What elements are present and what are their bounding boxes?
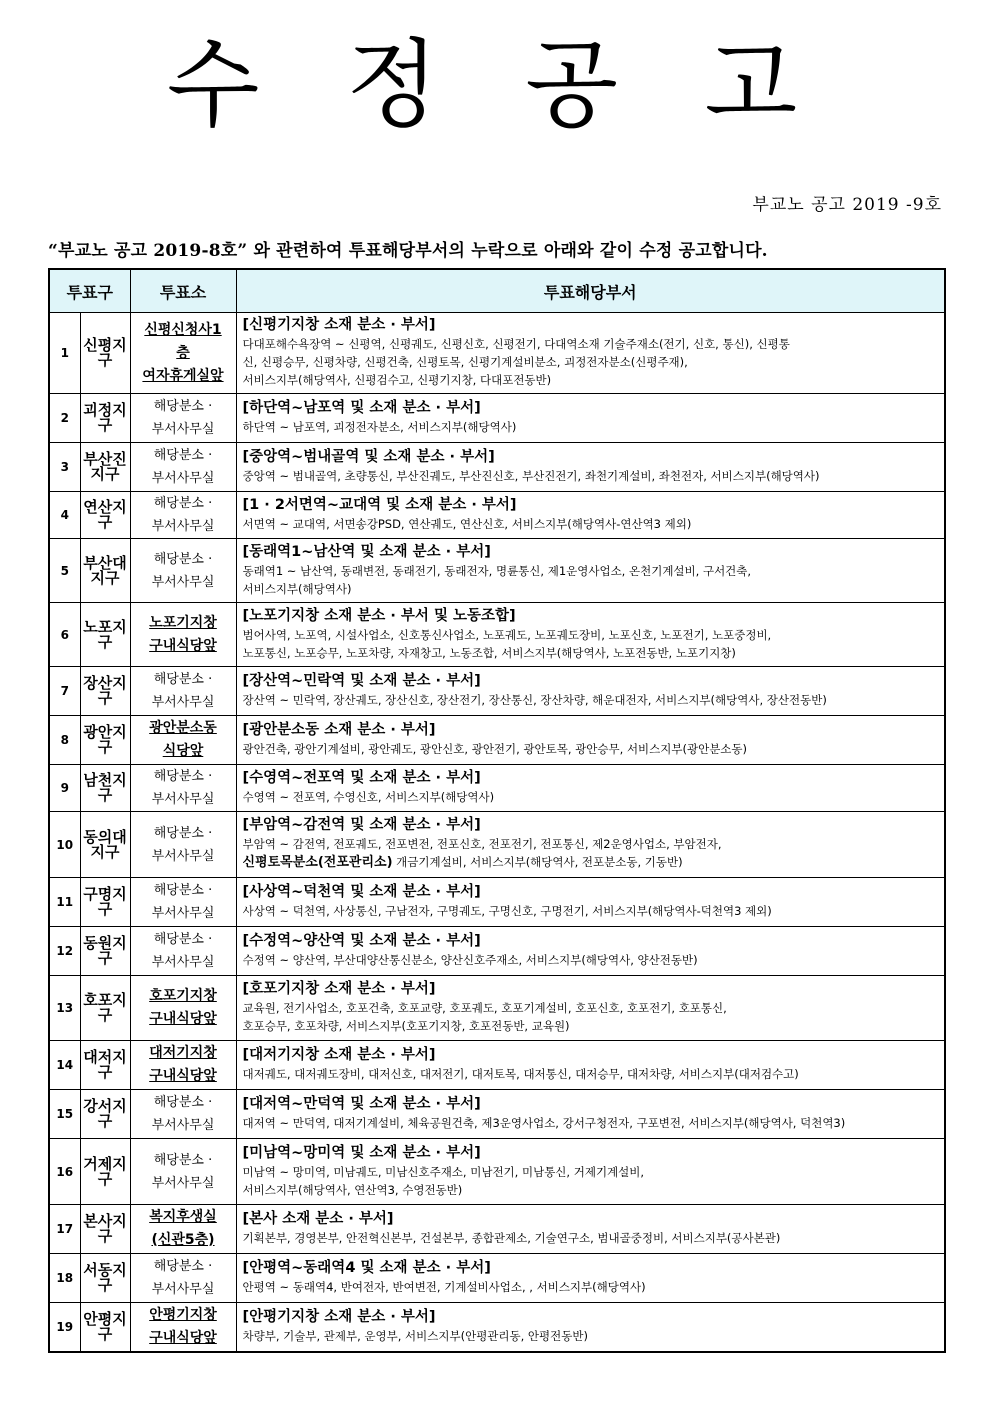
location-line: 안평기지창: [149, 1306, 217, 1323]
department-cell: [236, 1303, 945, 1352]
polling-location: [130, 492, 236, 539]
department-cell: [236, 443, 945, 492]
table-row: [49, 1139, 945, 1205]
department-line: 차량부, 기술부, 관제부, 운영부, 서비스지부(안평관리동, 안평전동반): [242, 1328, 588, 1343]
notice-title: 수 정 공 고: [166, 29, 826, 141]
table-row: [49, 394, 945, 443]
department-line: 수정역 ~ 양산역, 부산대양산통신분소, 양산신호주재소, 서비스지부(해당역사, 양산전동반): [242, 953, 698, 967]
department-line: 신, 신평승무, 신평차량, 신평건축, 신평토목, 신평기계설비분소, 괴정전자분소(신평주재),: [242, 355, 688, 369]
district-name: 호포지구: [80, 976, 130, 1041]
department-line: 대저역 ~ 만덕역, 대저기계설비, 체육공원건축, 제3운영사업소, 강서구청전자, 구포변전, 서비스지부(해당역사, 덕천역3): [242, 1116, 846, 1130]
polling-location: [130, 1205, 236, 1254]
table-row: [49, 812, 945, 878]
location-line: 해당분소 ·: [153, 825, 213, 841]
department-cell: [236, 765, 945, 812]
department-line: 중앙역 ~ 범내골역, 초량통신, 부산진궤도, 부산진신호, 부산진전기, 좌천기계설비, 좌천전자, 서비스지부(해당역사): [242, 469, 820, 483]
location-line: 부서사무실: [151, 1118, 215, 1133]
table-row: [49, 716, 945, 765]
department-cell: [236, 716, 945, 765]
department-line: 서비스지부(해당역사): [242, 581, 352, 596]
location-line: 해당분소 ·: [153, 448, 213, 463]
department-cell: [236, 313, 945, 394]
table-header-row: [49, 269, 945, 313]
district-name: 장산지구: [80, 667, 130, 716]
header-district: 투표구: [49, 269, 130, 313]
department-cell: [236, 394, 945, 443]
table-row: [49, 1254, 945, 1303]
location-line: 부서사무실: [151, 574, 215, 590]
department-heading: [신평기지창 소재 분소 · 부서]: [242, 317, 436, 333]
department-heading: [호포기지창 소재 분소 · 부서]: [242, 981, 436, 997]
location-line: 구내식당앞: [149, 1011, 217, 1027]
polling-location: [130, 313, 236, 394]
district-name: 괴정지구: [80, 394, 130, 443]
row-number: 4: [49, 492, 80, 539]
location-line: 부서사무실: [151, 695, 215, 710]
table-row: [49, 878, 945, 927]
location-line: 복지후생실: [149, 1209, 217, 1225]
department-line: 교육원, 전기사업소, 호포건축, 호포교량, 호포궤도, 호포기계설비, 호포신호, 호포전기, 호포통신,: [242, 1001, 727, 1015]
department-line-rest: 개금기계설비, 서비스지부(해당역사, 전포분소동, 기동반): [392, 855, 683, 869]
department-heading: [장산역~민락역 및 소재 분소 · 부서]: [242, 673, 481, 689]
district-name: 부산진지구: [80, 443, 130, 492]
location-line: 해당분소 ·: [153, 1259, 213, 1274]
polling-location: [130, 812, 236, 878]
location-line: 부서사무실: [151, 848, 215, 864]
polling-location: [130, 1139, 236, 1205]
polling-location: [130, 716, 236, 765]
department-line: 다대포해수욕장역 ~ 신평역, 신평궤도, 신평신호, 신평전기, 다대역소재 기술주재소(전기, 신호, 통신), 신평통: [242, 337, 790, 351]
table-row: [49, 603, 945, 667]
polling-location: [130, 1303, 236, 1352]
department-heading: [수영역~전포역 및 소재 분소 · 부서]: [242, 770, 481, 786]
table-row: [49, 976, 945, 1041]
department-line: 동래역1 ~ 남산역, 동래변전, 동래전기, 동래전자, 명륜통신, 제1운영사업소, 온천기계설비, 구서건축,: [242, 563, 752, 578]
department-heading: [동래역1~남산역 및 소재 분소 · 부서]: [242, 543, 491, 560]
location-line: 해당분소 ·: [153, 932, 213, 947]
department-line: 서면역 ~ 교대역, 서면송강PSD, 연산궤도, 연산신호, 서비스지부(해당역사-연산역3 제외): [242, 517, 692, 531]
department-cell: [236, 603, 945, 667]
table-row: [49, 667, 945, 716]
location-line: 부서사무실: [151, 471, 215, 486]
voting-table: [48, 268, 946, 1353]
row-number: 12: [49, 927, 80, 976]
row-number: 2: [49, 394, 80, 443]
department-line: 대저궤도, 대저궤도장비, 대저신호, 대저전기, 대저토목, 대저통신, 대저승무, 대저차량, 서비스지부(대저검수고): [242, 1067, 799, 1081]
location-line: 구내식당앞: [149, 1329, 217, 1346]
header-departments: 투표해당부서: [236, 269, 945, 313]
document-number: 부교노 공고 2019 -9호: [752, 195, 942, 215]
table-row: [49, 1090, 945, 1139]
district-name: 구명지구: [80, 878, 130, 927]
table-row: [49, 1205, 945, 1254]
row-number: 10: [49, 812, 80, 878]
department-line: 광안건축, 광안기계설비, 광안궤도, 광안신호, 광안전기, 광안토목, 광안승무, 서비스지부(광안분소동): [242, 742, 748, 756]
polling-location: [130, 394, 236, 443]
polling-location: [130, 1090, 236, 1139]
department-heading: [대저기지창 소재 분소 · 부서]: [242, 1047, 436, 1063]
department-line: 수영역 ~ 전포역, 수영신호, 서비스지부(해당역사): [242, 790, 495, 804]
table-row: [49, 539, 945, 603]
table-row: [49, 1303, 945, 1352]
row-number: 1: [49, 313, 80, 394]
table-row: [49, 492, 945, 539]
department-line: 안평역 ~ 동래역4, 반여전자, 반여변전, 기계설비사업소, , 서비스지부(해당역사): [242, 1280, 646, 1294]
department-cell: [236, 1041, 945, 1090]
department-cell: [236, 812, 945, 878]
location-line: 여자휴게실앞: [142, 367, 224, 384]
location-line: 부서사무실: [151, 1175, 215, 1191]
district-name: 부산대지구: [80, 539, 130, 603]
department-heading: [안평기지창 소재 분소 · 부서]: [242, 1308, 436, 1325]
department-heading: [미남역~망미역 및 소재 분소 · 부서]: [242, 1144, 481, 1161]
department-cell: [236, 667, 945, 716]
row-number: 9: [49, 765, 80, 812]
polling-location: [130, 927, 236, 976]
department-heading: [안평역~동래역4 및 소재 분소 · 부서]: [242, 1260, 491, 1276]
department-cell: [236, 1254, 945, 1303]
location-line: 구내식당앞: [149, 1068, 217, 1084]
district-name: 서동지구: [80, 1254, 130, 1303]
row-number: 5: [49, 539, 80, 603]
department-cell: [236, 539, 945, 603]
location-line: 부서사무실: [151, 1282, 215, 1297]
table-row: [49, 1041, 945, 1090]
location-line: 부서사무실: [151, 519, 215, 534]
location-line: 식당앞: [162, 743, 204, 759]
row-number: 18: [49, 1254, 80, 1303]
district-name: 대저지구: [80, 1041, 130, 1090]
department-line: 사상역 ~ 덕천역, 사상통신, 구남전자, 구명궤도, 구명신호, 구명전기, 서비스지부(해당역사-덕천역3 제외): [242, 904, 772, 918]
location-line: 해당분소 ·: [153, 769, 213, 784]
polling-location: [130, 878, 236, 927]
department-line: 하단역 ~ 남포역, 괴정전자분소, 서비스지부(해당역사): [242, 420, 517, 434]
row-number: 19: [49, 1303, 80, 1352]
district-name: 노포지구: [80, 603, 130, 667]
location-line: 해당분소 ·: [153, 1152, 213, 1168]
district-name: 신평지구: [80, 313, 130, 394]
location-line: 호포기지창: [149, 988, 217, 1004]
polling-location: [130, 443, 236, 492]
location-line: 부서사무실: [151, 792, 215, 807]
table-row: [49, 927, 945, 976]
location-line: 해당분소 ·: [153, 1095, 213, 1110]
location-line: 부서사무실: [151, 955, 215, 970]
row-number: 6: [49, 603, 80, 667]
department-cell: [236, 1139, 945, 1205]
department-line: 서비스지부(해당역사, 신평검수고, 신평기지창, 다대포전동반): [242, 373, 552, 387]
location-line: 해당분소 ·: [153, 399, 213, 414]
location-line: 해당분소 ·: [153, 883, 213, 898]
department-heading: [대저역~만덕역 및 소재 분소 · 부서]: [242, 1096, 481, 1112]
row-number: 3: [49, 443, 80, 492]
polling-location: [130, 539, 236, 603]
district-name: 안평지구: [80, 1303, 130, 1352]
table-row: [49, 443, 945, 492]
row-number: 7: [49, 667, 80, 716]
location-line: 광안분소동: [149, 720, 217, 736]
department-heading: [하단역~남포역 및 소재 분소 · 부서]: [242, 400, 481, 416]
department-cell: [236, 1205, 945, 1254]
location-line: 부서사무실: [151, 906, 215, 921]
row-number: 15: [49, 1090, 80, 1139]
row-number: 14: [49, 1041, 80, 1090]
department-heading: [광안분소동 소재 분소 · 부서]: [242, 722, 436, 738]
polling-location: [130, 765, 236, 812]
polling-location: [130, 667, 236, 716]
location-line: 구내식당앞: [149, 637, 217, 654]
department-cell: [236, 976, 945, 1041]
location-line: 노포기지창: [149, 614, 217, 631]
department-line: 기획본부, 경영본부, 안전혁신본부, 건설본부, 종합관제소, 기술연구소, 범내골중정비, 서비스지부(공사본관): [242, 1231, 781, 1245]
row-number: 11: [49, 878, 80, 927]
row-number: 8: [49, 716, 80, 765]
location-line: 층: [176, 344, 190, 361]
intro-sentence: “부교노 공고 2019-8호” 와 관련하여 투표해당부서의 누락으로 아래와 같이 수정 공고합니다.: [48, 241, 768, 261]
header-location: 투표소: [130, 269, 236, 313]
polling-location: [130, 1041, 236, 1090]
district-name: 거제지구: [80, 1139, 130, 1205]
department-line: 부암역 ~ 감전역, 전포궤도, 전포변전, 전포신호, 전포전기, 전포통신, 제2운영사업소, 부암전자,: [242, 837, 722, 851]
department-line: 미남역 ~ 망미역, 미남궤도, 미남신호주재소, 미남전기, 미남통신, 거제기계설비,: [242, 1164, 645, 1179]
department-heading: [사상역~덕천역 및 소재 분소 · 부서]: [242, 884, 481, 900]
department-line: [243, 853, 939, 872]
location-line: 해당분소 ·: [153, 672, 213, 687]
department-cell: [236, 878, 945, 927]
table-row: [49, 313, 945, 394]
location-line: 대저기지창: [149, 1045, 217, 1061]
location-line: 해당분소 ·: [153, 496, 213, 511]
department-line: 서비스지부(해당역사, 연산역3, 수영전동반): [242, 1182, 463, 1197]
district-name: 동원지구: [80, 927, 130, 976]
location-line: 신평신청사1: [144, 321, 222, 338]
row-number: 13: [49, 976, 80, 1041]
row-number: 17: [49, 1205, 80, 1254]
location-line: 해당분소 ·: [153, 551, 213, 567]
department-line-bold: 신평토목분소(전포관리소): [242, 855, 393, 870]
department-line: 노포통신, 노포승무, 노포차량, 자재창고, 노동조합, 서비스지부(해당역사, 노포전동반, 노포기지창): [242, 645, 736, 660]
table-row: [49, 765, 945, 812]
department-cell: [236, 492, 945, 539]
district-name: 본사지구: [80, 1205, 130, 1254]
department-line: 범어사역, 노포역, 시설사업소, 신호통신사업소, 노포궤도, 노포궤도장비, 노포신호, 노포전기, 노포중정비,: [242, 627, 772, 642]
department-heading: [노포기지창 소재 분소 · 부서 및 노동조합]: [242, 607, 516, 624]
district-name: 남천지구: [80, 765, 130, 812]
department-line: 호포승무, 호포차량, 서비스지부(호포기지창, 호포전동반, 교육원): [242, 1019, 570, 1033]
location-line: 부서사무실: [151, 422, 215, 437]
district-name: 강서지구: [80, 1090, 130, 1139]
polling-location: [130, 1254, 236, 1303]
polling-location: [130, 976, 236, 1041]
department-cell: [236, 1090, 945, 1139]
row-number: 16: [49, 1139, 80, 1205]
polling-location: [130, 603, 236, 667]
district-name: 동의대지구: [80, 812, 130, 878]
district-name: 연산지구: [80, 492, 130, 539]
department-heading: [수정역~양산역 및 소재 분소 · 부서]: [242, 933, 481, 949]
department-cell: [236, 927, 945, 976]
department-heading: [1 · 2서면역~교대역 및 소재 분소 · 부서]: [242, 497, 517, 513]
district-name: 광안지구: [80, 716, 130, 765]
location-line: (신관5층): [151, 1232, 215, 1248]
department-heading: [부암역~감전역 및 소재 분소 · 부서]: [242, 817, 481, 833]
department-heading: [중앙역~범내골역 및 소재 분소 · 부서]: [242, 449, 495, 465]
department-line: 장산역 ~ 민락역, 장산궤도, 장산신호, 장산전기, 장산통신, 장산차량, 해운대전자, 서비스지부(해당역사, 장산전동반): [242, 693, 827, 707]
department-heading: [본사 소재 분소 · 부서]: [242, 1211, 394, 1227]
